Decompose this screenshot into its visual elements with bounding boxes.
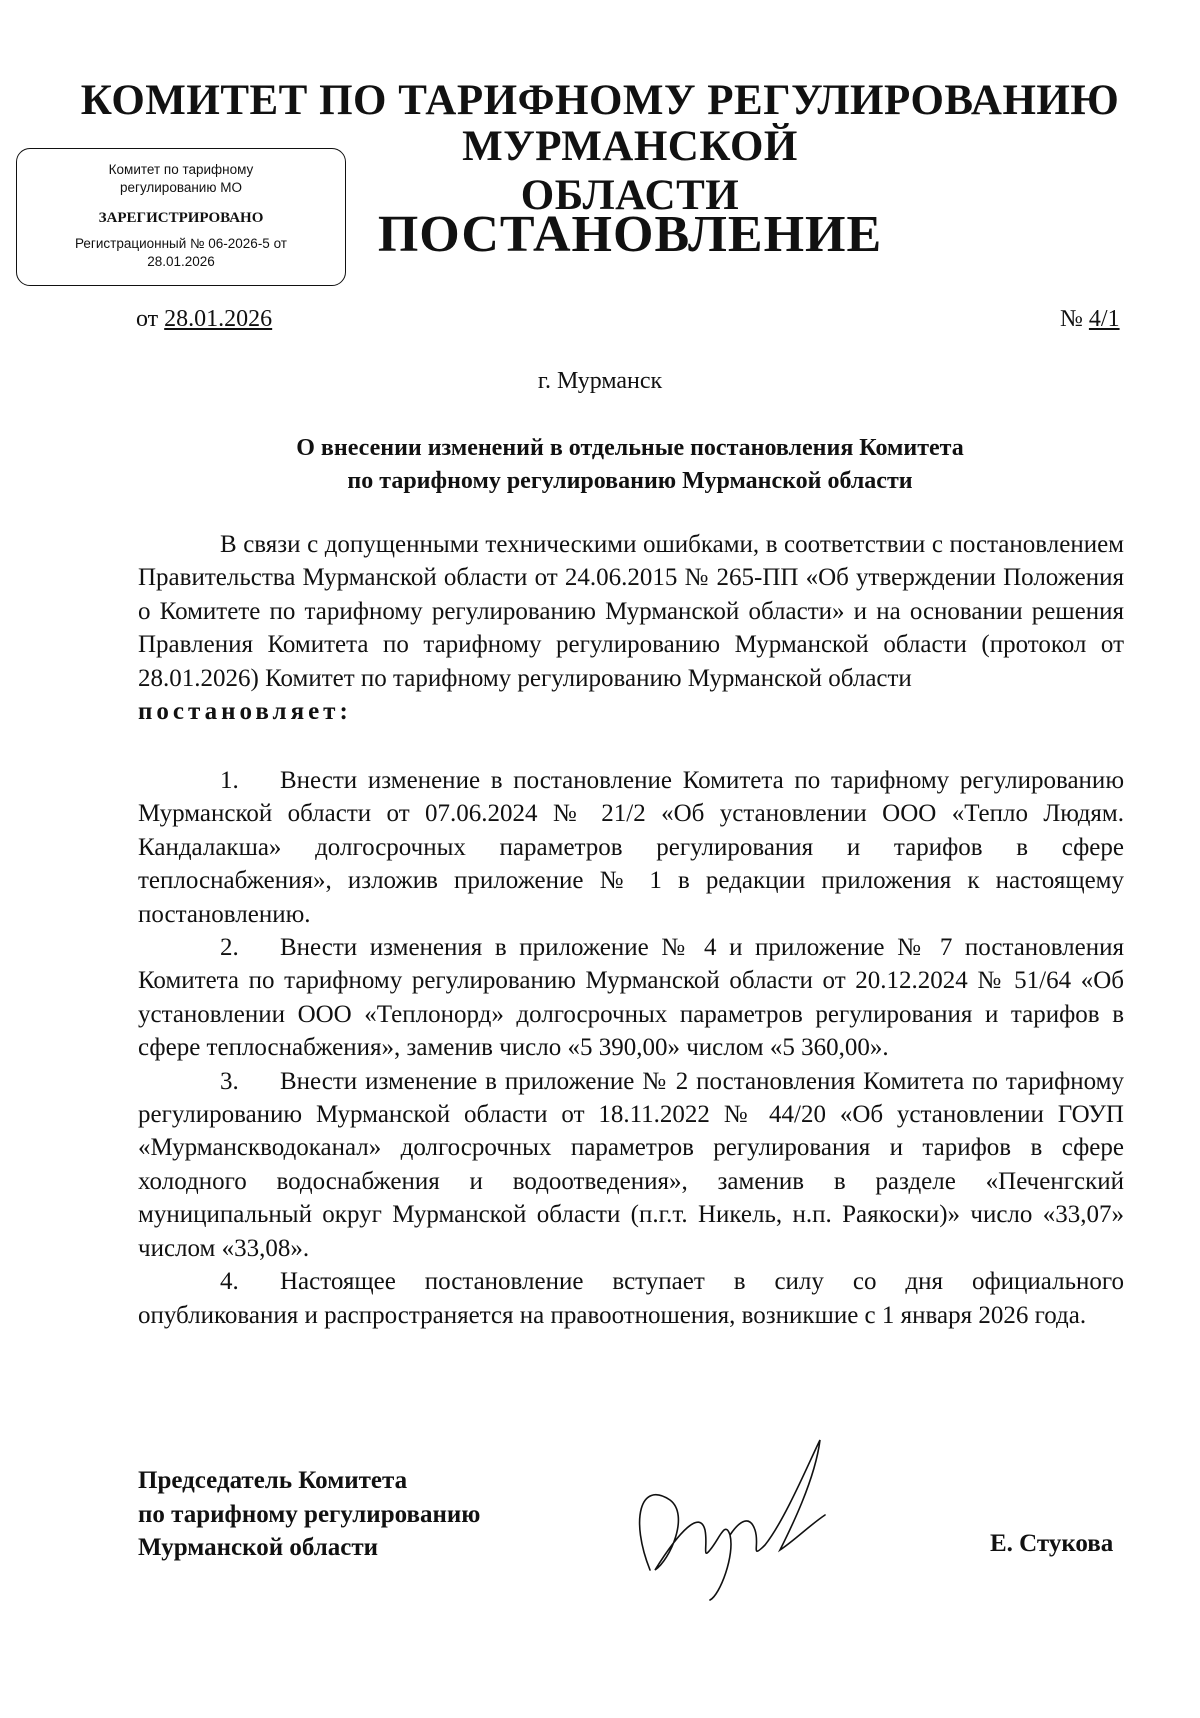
stamp-status: ЗАРЕГИСТРИРОВАНО (98, 210, 264, 226)
org-name-line1: КОМИТЕТ ПО ТАРИФНОМУ РЕГУЛИРОВАНИЮ (80, 77, 1120, 124)
number-prefix: № (1060, 306, 1083, 332)
document-date (136, 306, 272, 333)
signatory-position (138, 1464, 480, 1565)
number-value: 4/1 (1088, 306, 1120, 332)
signatory-name: Е. Стукова (990, 1530, 1114, 1557)
date-value: 28.01.2026 (164, 306, 273, 332)
preamble-text: В связи с допущенными техническими ошибками, в соответствии с постановлением Правительства Мурманской области от 24.06.2015 № 265-ПП «Об утверждении Положения о Комитете по тарифному регулированию Мурманской области» и на основании решения Правления Комитета по тарифному регулированию Мурманской области (протокол от 28.01.2026) Комитет по тарифному регулированию Мурманской области (138, 531, 1124, 692)
date-prefix: от (136, 306, 159, 332)
org-name-line2: МУРМАНСКОЙ ОБЛАСТИ (462, 123, 798, 219)
decree-item: 1. Внести изменение в постановление Комитета по тарифному регулированию Мурманской области от 07.06.2024 № 21/2 «Об установлении ООО «Тепло Людям. Кандалакша» долгосрочных параметров регулирования и тарифов в сфере теплоснабжения», изложив приложение № 1 в редакции приложения к настоящему постановлению. (138, 767, 1124, 928)
position-line3: Мурманской области (138, 1534, 379, 1561)
registration-stamp (16, 148, 346, 286)
document-title: ПОСТАНОВЛЕНИЕ (377, 206, 883, 263)
subject-line1: О внесении изменений в отдельные постановления Комитета (296, 435, 964, 461)
handwritten-signature (610, 1420, 830, 1610)
position-line2: по тарифному регулированию (138, 1500, 481, 1528)
decree-item: 3. Внести изменение в приложение № 2 постановления Комитета по тарифному регулированию Мурманской области от 18.11.2022 № 44/20 «Об установлении ГОУП «Мурманскводоканал» долгосрочных параметров регулирования и тарифов в сфере холодного водоснабжения и водоотведения», заменив в разделе «Печенгский муниципальный округ Мурманской области (п.г.т. Никель, н.п. Раякоски)» число «33,07» числом «33,08». (138, 1067, 1124, 1262)
document-subject (140, 432, 1120, 498)
position-line1: Председатель Комитета (138, 1467, 408, 1494)
decree-items (138, 764, 1124, 1332)
document-number (1060, 306, 1120, 333)
decree-word: постановляет: (138, 698, 352, 726)
stamp-org: Комитет по тарифному регулированию МО (108, 162, 254, 195)
subject-line2: по тарифному регулированию Мурманской области (347, 468, 913, 494)
decree-item: 2. Внести изменения в приложение № 4 и приложение № 7 постановления Комитета по тарифному регулированию Мурманской области от 20.12.2024 № 51/64 «Об установлении ООО «Теплонорд» долгосрочных параметров регулирования и тарифов в сфере теплоснабжения», заменив число «5 390,00» числом «5 360,00». (138, 934, 1124, 1062)
city: г. Мурманск (537, 368, 663, 394)
decree-item: 4. Настоящее постановление вступает в силу со дня официального опубликования и распространяется на правоотношения, возникшие с 1 января 2026 года. (138, 1268, 1124, 1329)
stamp-reg-number: Регистрационный № 06-2026-5 от 28.01.2026 (75, 236, 287, 269)
preamble (138, 528, 1124, 728)
